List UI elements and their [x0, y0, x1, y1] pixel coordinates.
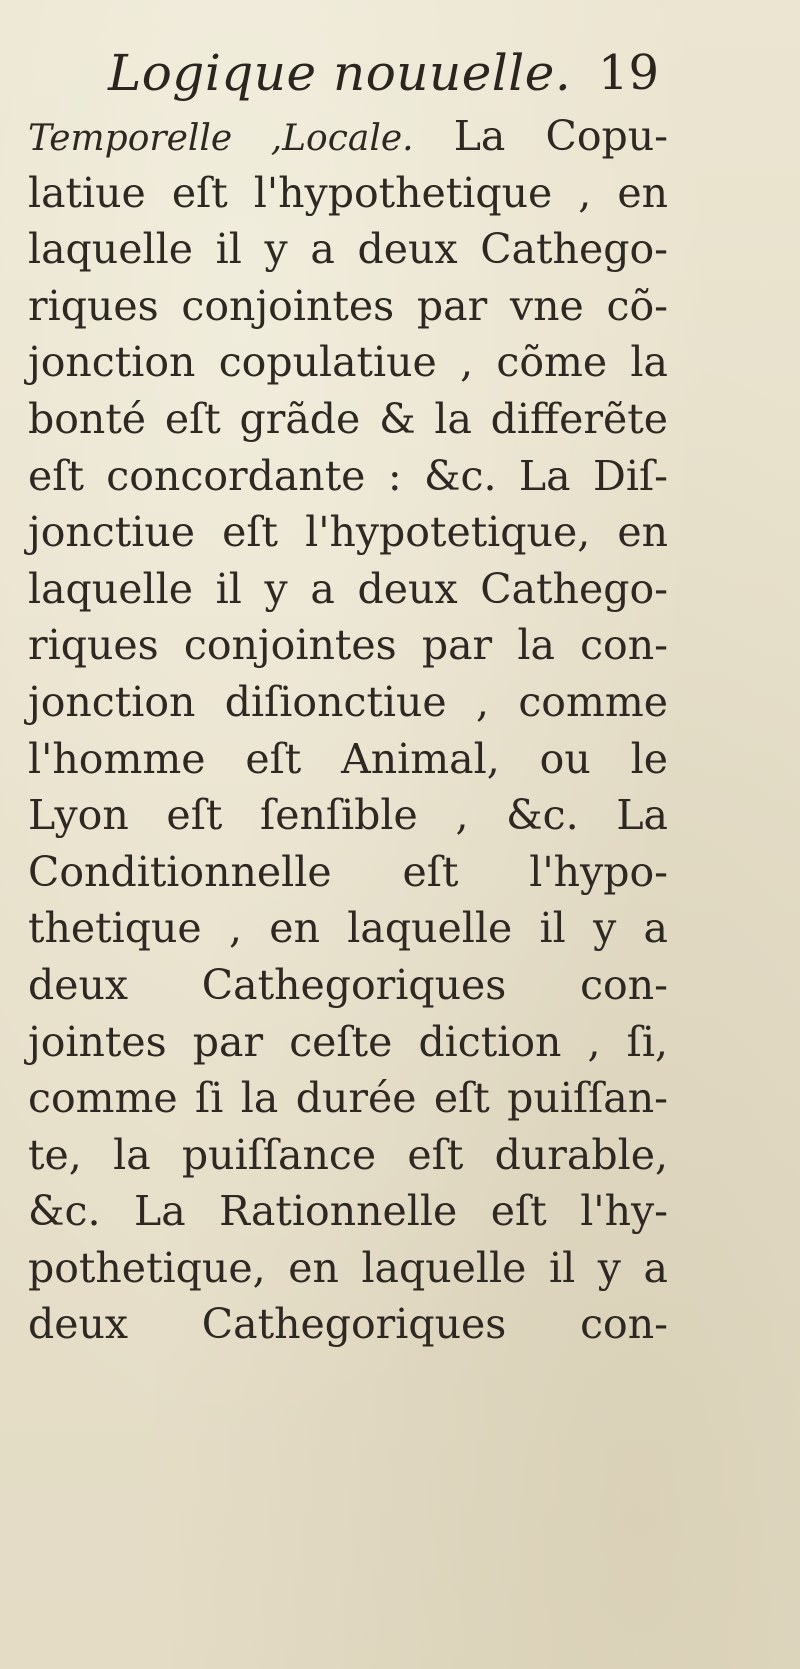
- text-line-14: Conditionnelle eſt l'hypo-: [28, 847, 668, 896]
- text-line-7: eſt concordante : &c. La Diſ-: [28, 451, 668, 500]
- text-line-21: pothetique, en laquelle il y a: [28, 1243, 668, 1292]
- text-line-12: l'homme eſt Animal, ou le: [28, 734, 668, 783]
- text-line-9: laquelle il y a deux Cathego-: [28, 564, 668, 613]
- body-text: [28, 108, 668, 1353]
- text-line-18: comme ſi la durée eſt puiſſan-: [28, 1074, 668, 1123]
- italic-term: Temporelle ,Locale.: [28, 118, 414, 159]
- page-header: [0, 38, 800, 108]
- text-line-3: laquelle il y a deux Cathego-: [28, 225, 668, 274]
- text-line-17: jointes par ceſte diction , ſi,: [28, 1017, 668, 1066]
- text-line-6: bonté eſt grãde & la differẽte: [28, 394, 668, 443]
- text-line-10: riques conjointes par la con-: [28, 621, 668, 670]
- text-line-20: &c. La Rationnelle eſt l'hy-: [28, 1187, 668, 1236]
- text-line-1-rest: La Copu-: [413, 112, 669, 160]
- text-line-2: latiue eſt l'hypothetique , en: [28, 168, 668, 217]
- text-line-8: jonctiue eſt l'hypotetique, en: [28, 508, 668, 557]
- text-line-1: [28, 108, 668, 165]
- text-line-22: deux Cathegoriques con-: [28, 1300, 668, 1349]
- text-line-4: riques conjointes par vne cõ-: [28, 281, 668, 330]
- text-line-19: te, la puiſſance eſt durable,: [28, 1130, 668, 1179]
- text-line-13: Lyon eſt ſenſible , &c. La: [28, 791, 668, 840]
- text-line-16: deux Cathegoriques con-: [28, 960, 668, 1009]
- text-line-15: thetique , en laquelle il y a: [28, 904, 668, 953]
- page-number: 19: [598, 45, 660, 101]
- text-line-11: jonction diſionctiue , comme: [28, 677, 668, 726]
- running-title: Logique nouuelle.: [108, 44, 572, 102]
- text-line-5: jonction copulatiue , cõme la: [28, 338, 668, 387]
